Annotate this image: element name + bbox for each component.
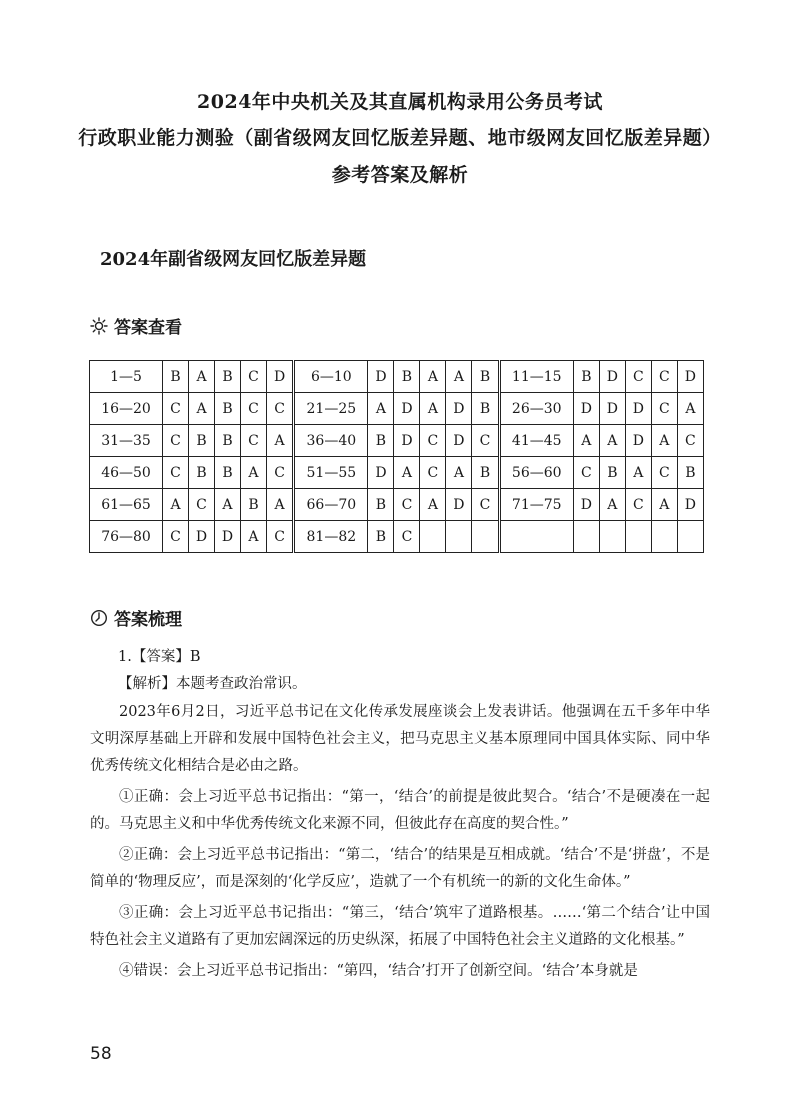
answer-cell: C [240,361,266,393]
answer-cell: A [420,361,446,393]
answer-cell: A [189,393,215,425]
answer-cell: C [266,457,293,489]
answer-cell: D [625,425,651,457]
answer-cell: C [163,425,189,457]
answer-cell: C [266,521,293,553]
answer-cell: B [368,521,394,553]
answer-cell: D [677,361,703,393]
question-range-cell: 51—55 [294,457,368,489]
answer-cell: B [368,489,394,521]
answer-cell [599,521,625,553]
analysis-body [90,699,710,985]
sun-icon [90,317,108,335]
answer-cell: D [266,361,293,393]
analysis-paragraph: ①正确：会上习近平总书记指出：“第一，‘结合’的前提是彼此契合。‘结合’不是硬凑在一起的。马克思主义和中华优秀传统文化来源不同，但彼此存在高度的契合性。” [90,789,710,832]
answer-table [89,360,704,553]
answer-cell: A [677,393,703,425]
answer-cell: C [394,489,420,521]
question-1-answer: 1.【答案】B [118,649,201,665]
question-1-analysis: 【解析】本题考查政治常识。 [118,676,307,692]
answer-cell: C [472,489,499,521]
answer-cell: A [446,457,472,489]
analysis-paragraph: ③正确：会上习近平总书记指出：“第三，‘结合’筑牢了道路根基。……‘第二个结合’让中国特色社会主义道路有了更加宏阔深远的历史纵深，拓展了中国特色社会主义道路的文化根基。” [90,905,710,948]
answer-cell: C [472,425,499,457]
answer-cell [420,521,446,553]
answer-cell: A [420,489,446,521]
answer-table-row [90,393,704,425]
answer-cell: C [266,393,293,425]
question-range-cell: 26—30 [499,393,573,425]
answer-cell: D [446,489,472,521]
answer-cell: A [240,457,266,489]
answer-cell [625,521,651,553]
answer-table-row [90,361,704,393]
analysis-paragraph: 2023年6月2日，习近平总书记在文化传承发展座谈会上发表讲话。他强调在五千多年中华文明深厚基础上开辟和发展中国特色社会主义，把马克思主义基本原理同中国具体实际、同中华优秀传统文化相结合是必由之路。 [90,704,710,774]
answer-table-row [90,457,704,489]
answer-cell: D [215,521,241,553]
answer-cell: C [420,457,446,489]
answer-cell: A [368,393,394,425]
answer-cell: A [163,489,189,521]
answer-check-label: 答案查看 [114,318,182,338]
question-range-cell: 1—5 [90,361,163,393]
question-range-cell: 76—80 [90,521,163,553]
answer-cell: A [599,425,625,457]
answer-cell: D [189,521,215,553]
answer-cell: C [651,457,677,489]
question-range-cell: 81—82 [294,521,368,553]
answer-cell: D [368,457,394,489]
answer-cell: D [368,361,394,393]
answer-cell [677,521,703,553]
answer-check-heading [90,313,182,338]
answer-cell: B [573,361,599,393]
answer-cell: B [189,457,215,489]
answer-cell [651,521,677,553]
answer-cell: C [163,521,189,553]
answer-cell: C [651,393,677,425]
question-range-cell: 21—25 [294,393,368,425]
answer-cell: A [266,425,293,457]
answer-cell: B [215,425,241,457]
question-range-cell: 16—20 [90,393,163,425]
answer-cell: C [651,361,677,393]
answer-cell: B [472,393,499,425]
answer-cell: A [573,425,599,457]
answer-table-row [90,489,704,521]
answer-cell: A [599,489,625,521]
analysis-paragraph: ④错误：会上习近平总书记指出：“第四，‘结合’打开了创新空间。‘结合’本身就是 [119,963,638,979]
answer-cell: C [573,457,599,489]
answer-cell [446,521,472,553]
answer-cell: B [677,457,703,489]
answer-cell [573,521,599,553]
answer-cell: A [394,457,420,489]
answer-cell: C [189,489,215,521]
answer-cell: A [266,489,293,521]
answer-cell: D [599,393,625,425]
question-range-cell: 41—45 [499,425,573,457]
answer-table-row [90,425,704,457]
answer-cell: C [677,425,703,457]
answer-cell: C [163,457,189,489]
answer-cell: B [472,457,499,489]
answer-cell: D [446,425,472,457]
question-range-cell: 46—50 [90,457,163,489]
answer-cell: B [240,489,266,521]
title-line-3: 参考答案及解析 [331,164,469,186]
page-number: 58 [90,1044,112,1064]
answer-cell: D [677,489,703,521]
analysis-paragraph: ②正确：会上习近平总书记指出：“第二，‘结合’的结果是互相成就。‘结合’不是‘拼盘’，不是简单的‘物理反应’，而是深刻的‘化学反应’，造就了一个有机统一的新的文化生命体。” [90,847,710,890]
question-range-cell: 61—65 [90,489,163,521]
answer-cell: C [394,521,420,553]
answer-cell: A [420,393,446,425]
answer-cell: C [163,393,189,425]
answer-cell: D [446,393,472,425]
question-range-cell: 56—60 [499,457,573,489]
answer-review-label: 答案梳理 [114,610,182,630]
answer-cell: A [651,489,677,521]
answer-cell: B [368,425,394,457]
answer-cell: A [446,361,472,393]
answer-cell: D [573,489,599,521]
answer-cell: C [240,393,266,425]
question-range-cell: 66—70 [294,489,368,521]
answer-cell: A [240,521,266,553]
answer-cell: B [599,457,625,489]
answer-cell: D [394,393,420,425]
section-title: 2024年副省级网友回忆版差异题 [100,249,367,270]
answer-review-heading [90,605,182,630]
answer-cell: C [240,425,266,457]
answer-cell: D [625,393,651,425]
answer-cell: B [394,361,420,393]
answer-cell: A [215,489,241,521]
answer-table-row [90,521,704,553]
answer-cell: B [215,361,241,393]
title-line-2: 行政职业能力测验（副省级网友回忆版差异题、地市级网友回忆版差异题） [78,127,722,149]
answer-cell: D [394,425,420,457]
clock-icon [90,609,108,627]
answer-cell: C [625,361,651,393]
question-range-cell: 36—40 [294,425,368,457]
answer-cell: A [651,425,677,457]
question-range-cell: 11—15 [499,361,573,393]
answer-cell: D [599,361,625,393]
answer-cell: B [215,457,241,489]
question-range-cell: 31—35 [90,425,163,457]
title-line-1: 2024年中央机关及其直属机构录用公务员考试 [197,91,603,113]
answer-cell: C [625,489,651,521]
answer-cell: A [625,457,651,489]
question-range-cell [499,521,573,553]
question-range-cell: 71—75 [499,489,573,521]
answer-cell: D [573,393,599,425]
answer-cell: B [189,425,215,457]
answer-cell: B [472,361,499,393]
answer-cell: B [163,361,189,393]
question-range-cell: 6—10 [294,361,368,393]
answer-cell [472,521,499,553]
answer-cell: B [215,393,241,425]
answer-cell: C [420,425,446,457]
answer-cell: A [189,361,215,393]
